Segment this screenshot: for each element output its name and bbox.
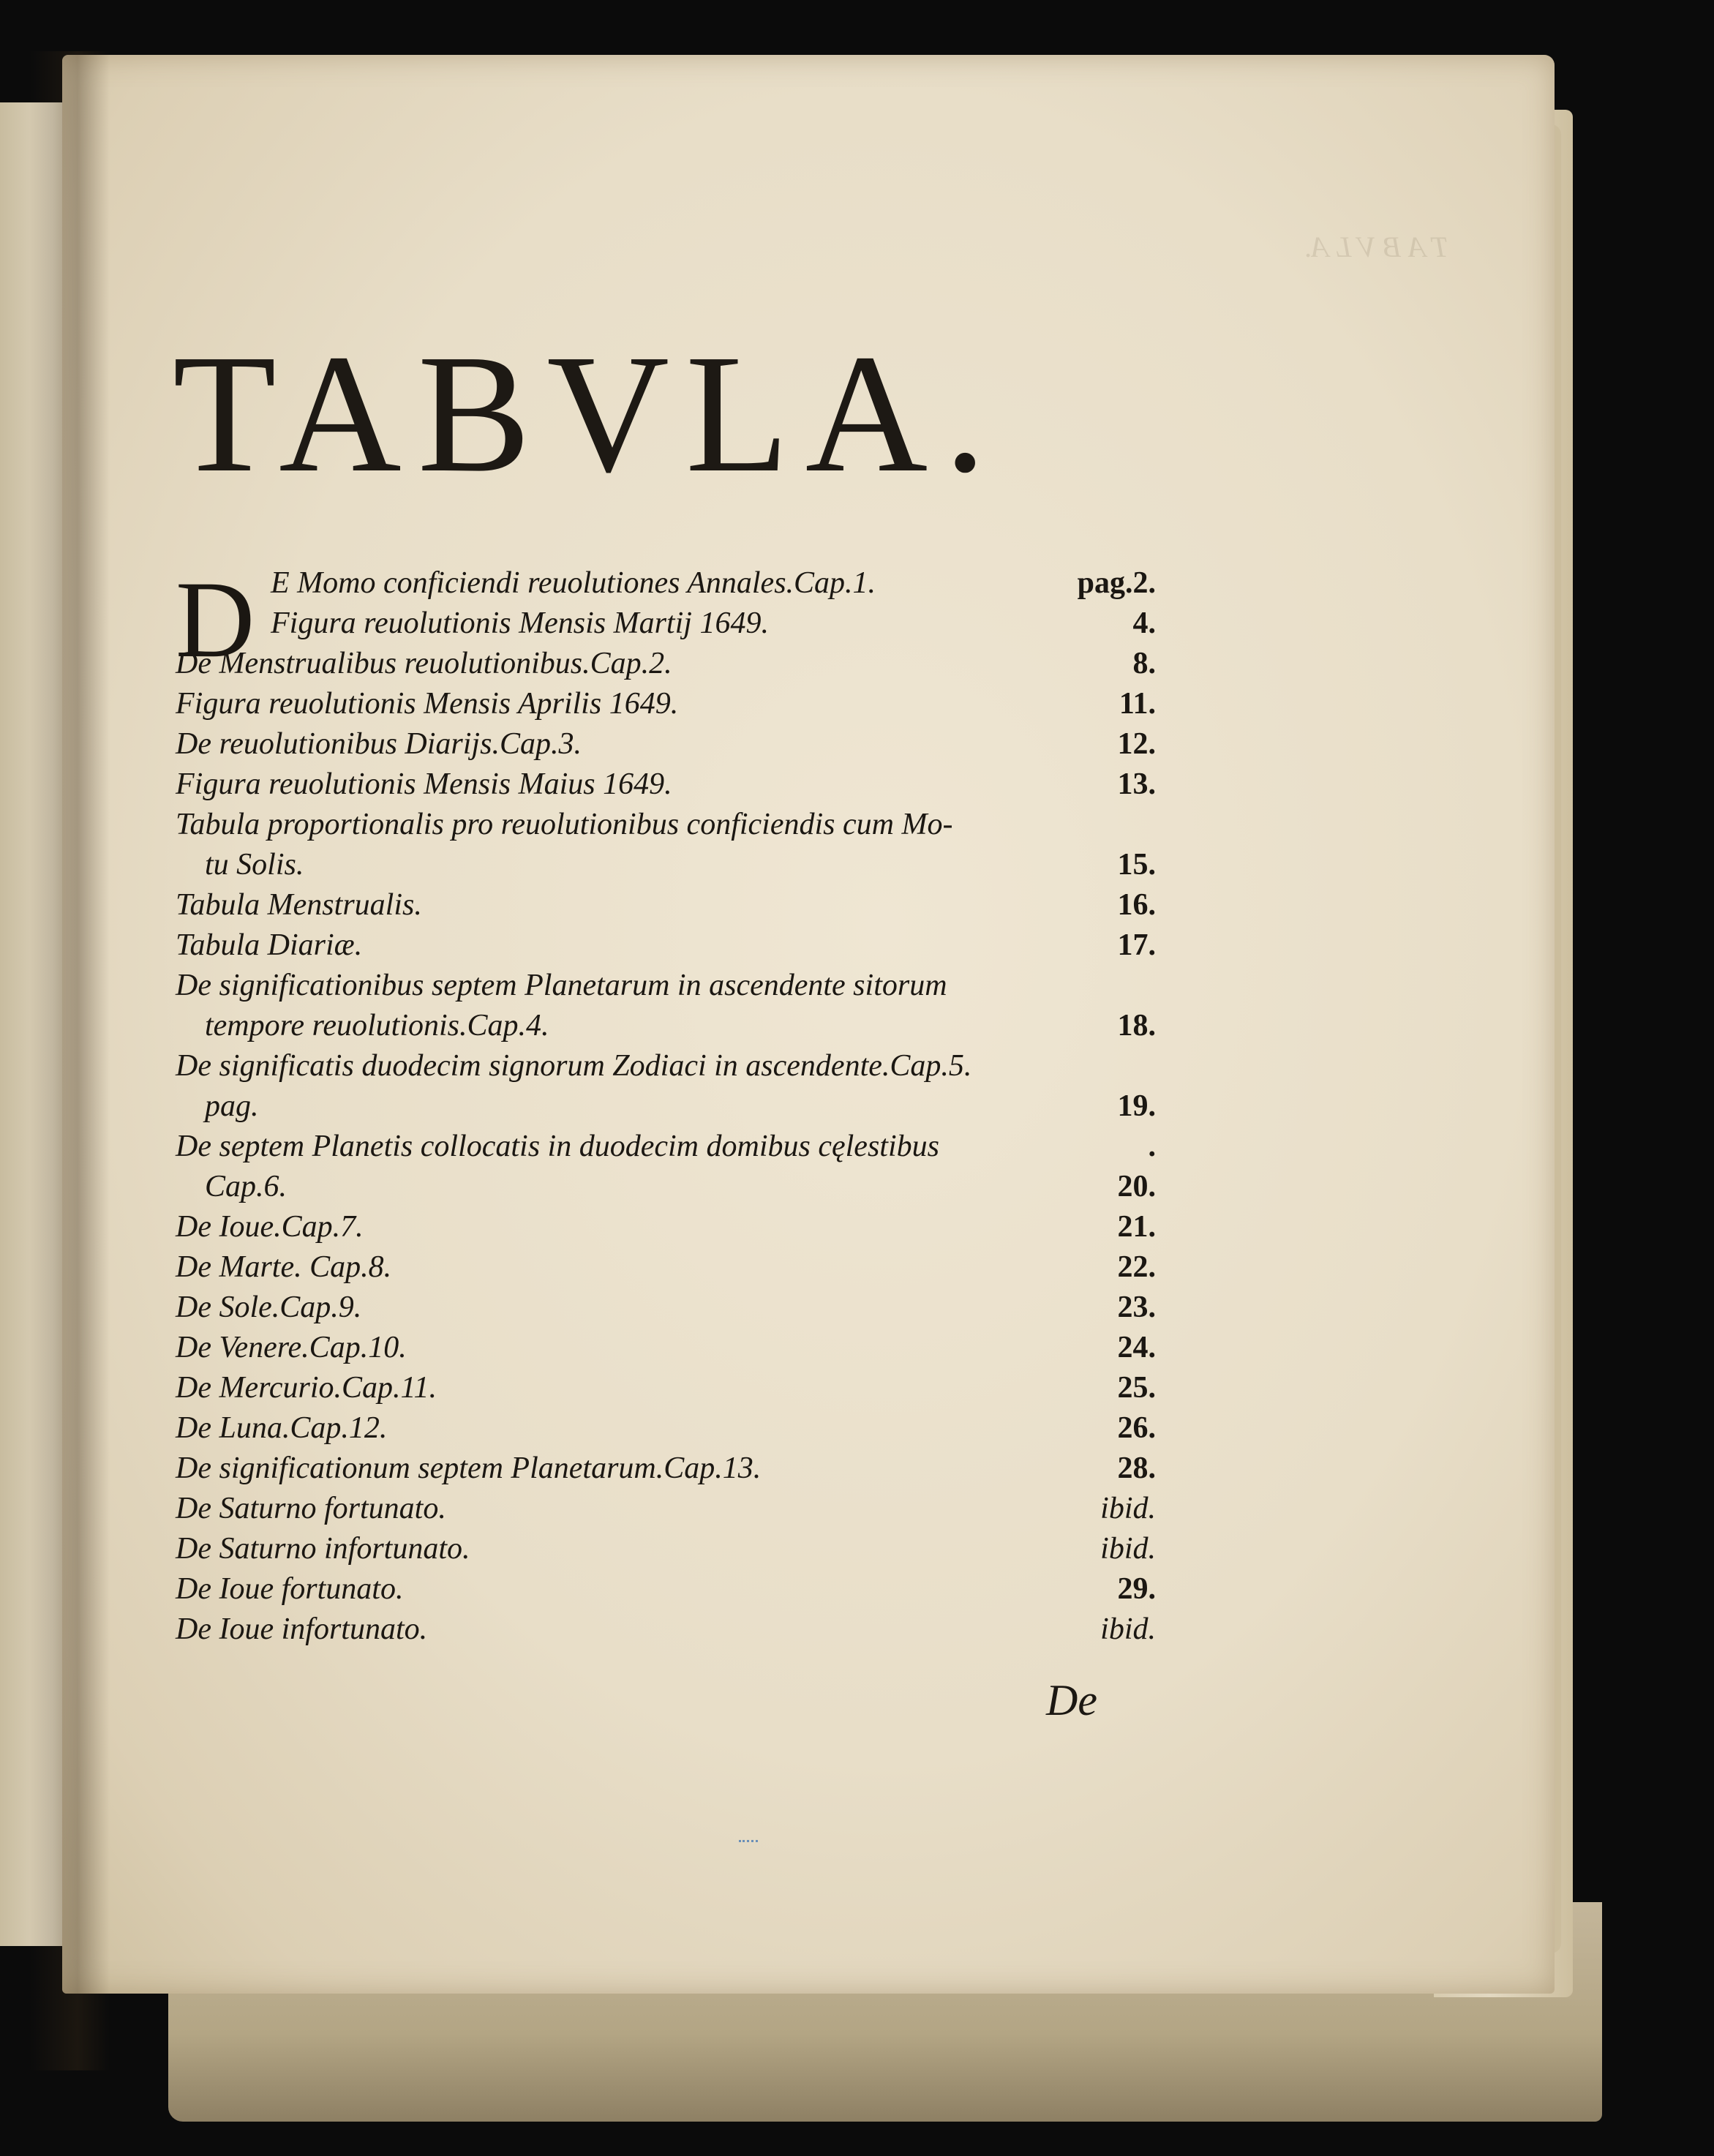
toc-entry-title: E Momo conficiendi reuolutiones Annales.Cap.1. <box>271 566 876 600</box>
toc-entry-title: De Saturno infortunato. <box>176 1532 470 1566</box>
toc-entry <box>176 1449 1156 1489</box>
toc-entry <box>176 1489 1156 1529</box>
toc-entry <box>176 1610 1156 1650</box>
toc-entry <box>176 1288 1156 1328</box>
toc-entry-page: . <box>1148 1130 1156 1163</box>
toc-entry-page: ibid. <box>1100 1532 1156 1566</box>
toc-entry-title: De Venere.Cap.10. <box>176 1331 407 1364</box>
toc-entry-title: Cap.6. <box>205 1170 287 1203</box>
toc-entry-title: De significationibus septem Planetarum in ascendente sitorum <box>176 969 947 1002</box>
toc-entry-page: 13. <box>1117 767 1156 801</box>
toc-entry-title: De Ioue fortunato. <box>176 1572 404 1606</box>
toc-entry-title: tempore reuolutionis.Cap.4. <box>205 1009 549 1043</box>
toc-entry-title: Tabula Menstrualis. <box>176 888 422 922</box>
ink-mark <box>739 1840 758 1848</box>
toc-entry-page: 11. <box>1119 687 1156 721</box>
drop-cap: D <box>176 559 255 680</box>
show-through-text: T A B V L A. <box>1304 230 1448 263</box>
toc-entry <box>176 805 1156 845</box>
toc-entry-title: De Ioue.Cap.7. <box>176 1210 364 1244</box>
toc-entry-title: tu Solis. <box>205 848 304 882</box>
toc-entry-page: 19. <box>1117 1089 1156 1123</box>
toc-entry-title: Tabula Diariæ. <box>176 928 363 962</box>
toc-entry-page: 21. <box>1117 1210 1156 1244</box>
toc-entry-page: 12. <box>1117 727 1156 761</box>
toc-entry-page: 17. <box>1117 928 1156 962</box>
toc-entry <box>176 1328 1156 1368</box>
toc-entry <box>176 1167 1156 1207</box>
toc-entry-title: De Mercurio.Cap.11. <box>176 1371 437 1405</box>
toc-entry <box>176 966 1156 1006</box>
toc-entry-title: De Saturno fortunato. <box>176 1492 446 1525</box>
toc-entry <box>176 1569 1156 1610</box>
toc-entry <box>176 1368 1156 1408</box>
toc-entry <box>176 1207 1156 1247</box>
toc-entry <box>176 604 1156 644</box>
toc-entry-title: De Ioue infortunato. <box>176 1612 428 1646</box>
toc-entry <box>176 1127 1156 1167</box>
toc-entry-title: pag. <box>205 1089 259 1123</box>
toc-entry <box>176 684 1156 724</box>
toc-entry-page: 26. <box>1117 1411 1156 1445</box>
toc-entry-title: Figura reuolutionis Mensis Maius 1649. <box>176 767 672 801</box>
toc-entry <box>176 1247 1156 1288</box>
toc-entry-title: Figura reuolutionis Mensis Martij 1649. <box>271 606 769 640</box>
toc-entry <box>176 1529 1156 1569</box>
page-title: TABVLA. <box>173 320 1003 508</box>
toc-entry-title: Tabula proportionalis pro reuolutionibus conficiendis cum Mo- <box>176 808 953 841</box>
toc-entry-title: De significatis duodecim signorum Zodiaci in ascendente.Cap.5. <box>176 1049 972 1083</box>
toc-entry-title: De significationum septem Planetarum.Cap.13. <box>176 1451 762 1485</box>
toc-entry <box>176 644 1156 684</box>
toc-entry <box>176 724 1156 765</box>
toc-entry-title: De septem Planetis collocatis in duodecim domibus cęlestibus <box>176 1130 939 1163</box>
toc-entry-page: 16. <box>1117 888 1156 922</box>
toc-entry-title: De Marte. Cap.8. <box>176 1250 392 1284</box>
toc-entry-page: 24. <box>1117 1331 1156 1364</box>
toc-entry <box>176 1408 1156 1449</box>
toc-entry-page: 15. <box>1117 848 1156 882</box>
toc-entry <box>176 1006 1156 1046</box>
toc-entry-page: 28. <box>1117 1451 1156 1485</box>
toc-entry-page: ibid. <box>1100 1492 1156 1525</box>
catchword: De <box>1046 1676 1097 1724</box>
toc-entry-page: 29. <box>1117 1572 1156 1606</box>
spine-shadow <box>29 51 110 2070</box>
table-of-contents <box>176 559 1156 1650</box>
toc-entry-title: De Menstrualibus reuolutionibus.Cap.2. <box>176 647 672 680</box>
toc-entry-page: 20. <box>1117 1170 1156 1203</box>
toc-entry-title: De Sole.Cap.9. <box>176 1291 362 1324</box>
toc-entry-title: De reuolutionibus Diarijs.Cap.3. <box>176 727 582 761</box>
toc-entry <box>176 925 1156 966</box>
toc-entry-page: 25. <box>1117 1371 1156 1405</box>
toc-entry-page: 18. <box>1117 1009 1156 1043</box>
toc-entry <box>176 1046 1156 1086</box>
toc-entry-title: Figura reuolutionis Mensis Aprilis 1649. <box>176 687 679 721</box>
toc-entry-page: 22. <box>1117 1250 1156 1284</box>
toc-entry <box>176 563 1156 604</box>
toc-entry <box>176 885 1156 925</box>
toc-entry-page: pag.2. <box>1077 566 1156 600</box>
toc-entry-title: De Luna.Cap.12. <box>176 1411 388 1445</box>
toc-entry <box>176 765 1156 805</box>
toc-entry-page: 4. <box>1132 606 1156 640</box>
toc-entry-page: ibid. <box>1100 1612 1156 1646</box>
toc-entry-page: 23. <box>1117 1291 1156 1324</box>
toc-entry-page: 8. <box>1132 647 1156 680</box>
toc-entry <box>176 845 1156 885</box>
toc-entry <box>176 1086 1156 1127</box>
